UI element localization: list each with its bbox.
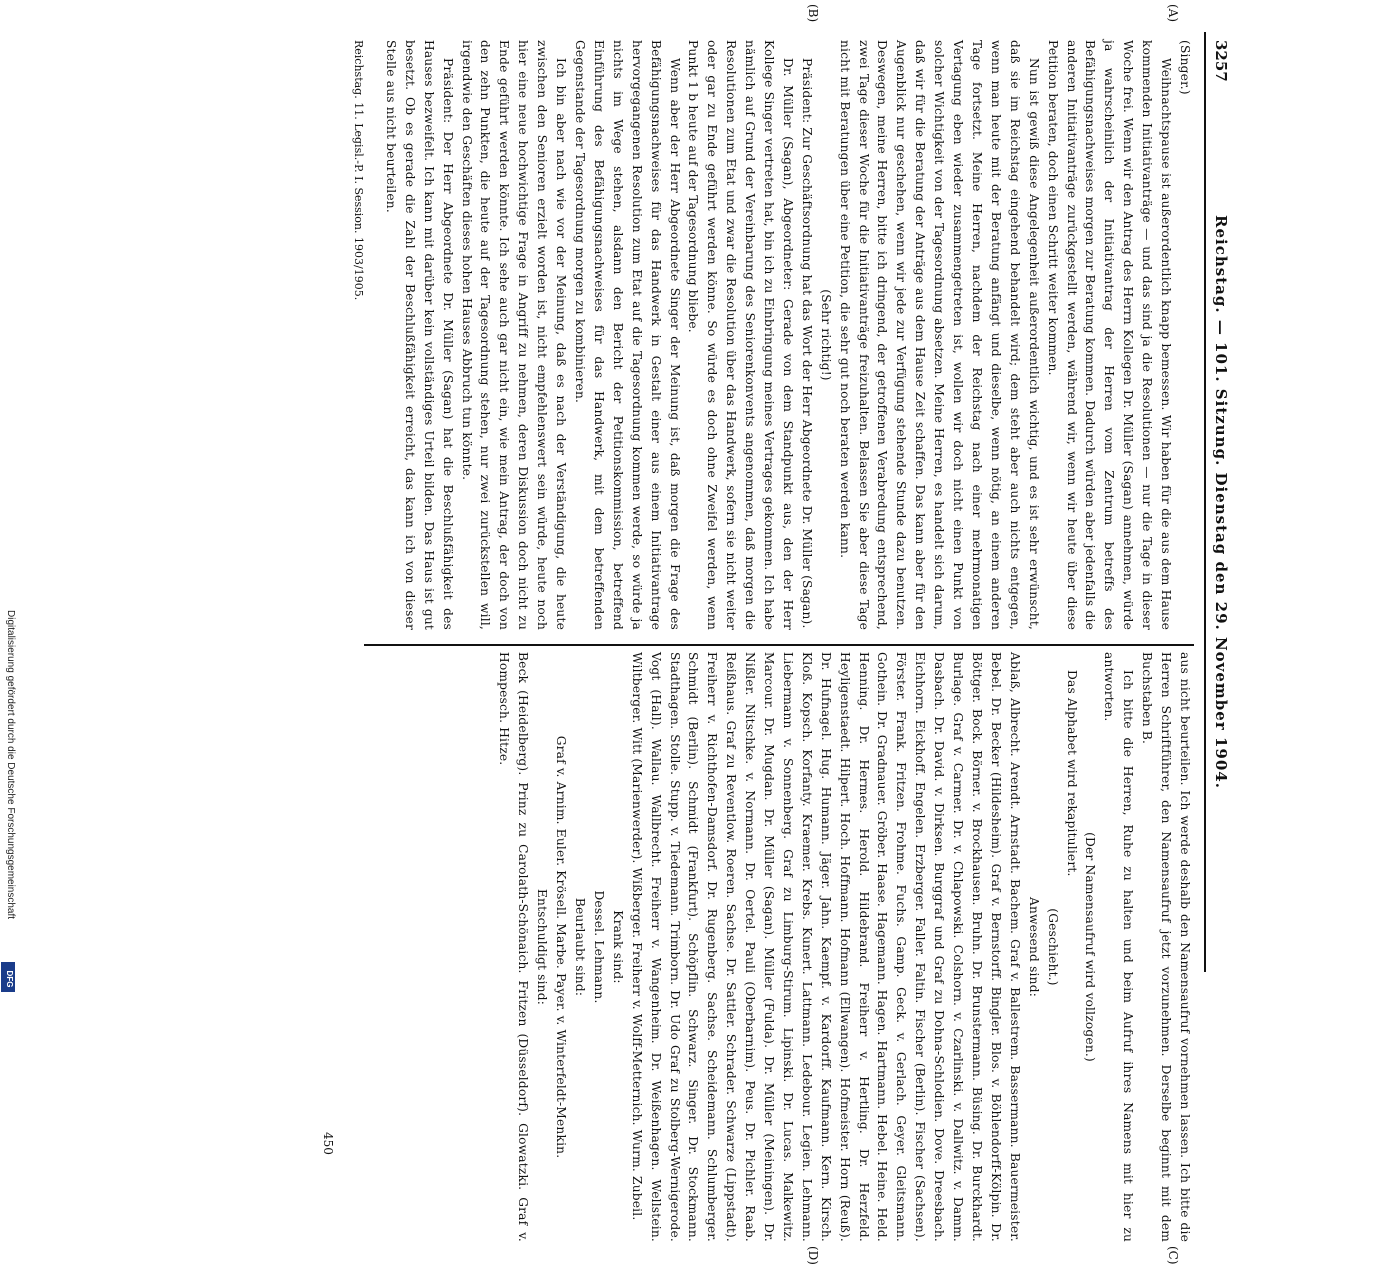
digitisation-note-text: Digitalisierung gefördert durch die Deutsche Forschungsgemeinschaft <box>5 610 16 920</box>
left-column <box>381 40 1194 630</box>
digitisation-note <box>2 610 18 1000</box>
paragraph: Weihnachtspause ist außerordentlich knapp bemessen. Wir haben für die aus dem Hause kommenden Initiativanträge — und das sind ja die Resolutionen — nur die Tage in dieser Woche frei. Wenn wir den Antrag des Herrn Kollegen Dr. Müller (Sagan) annehmen, würde ja wahrscheinlich der Initiativantrag der Herren vom Zentrum betreffs des Befähigungsnachweises morgen zur Beratung kommen. Dadurch würden aber jedenfalls die anderen Initiativanträge zurückgestellt werden, während wir, wenn wir heute über diese Petition beraten, doch einen Schritt weiter kommen. <box>1045 40 1174 630</box>
name-list-excused: Beck (Heidelberg). Prinz zu Carolath-Schönaich. Fritzen (Düsseldorf). Glowatzki. Graf v. Hompesch. Hitze. <box>497 652 531 1242</box>
margin-letter-a: (A) <box>1166 4 1180 23</box>
paragraph: Dr. Müller (Sagan), Abgeordneter: Gerade von dem Standpunkt aus, den der Herr Kollege Singer vertreten hat, bin ich zu Einbringung meines Vertrages gekommen. Ich habe nämlich auf Grund der Vereinbarung des Seniorenkonvents angenommen, daß morgen die Resolutionen zum Etat und zwar die Resolution über das Handwerk, sofern sie nicht weiter oder gar zu Ende geführt werden könne. So würde es doch ohne Zweifel werden, wenn Punkt 1 b heute auf der Tagesordnung bliebe. <box>686 40 795 630</box>
paragraph: aus nicht beurteilen. Ich werde deshalb den Namensaufruf vornehmen lassen. Ich bitte die Herren Schriftführer, den Namensaufruf jetzt vorzunehmen. Derselbe beginnt mit dem Buchstaben B. <box>1140 652 1192 1242</box>
paragraph: Ich bin aber nach wie vor der Meinung, daß es nach der Verständigung, die heute zwischen den Senioren erzielt worden ist, nicht empfehlenswert sein würde, heute noch hier eine neue hochwichtige Frage in Angriff zu nehmen, deren Diskussion doch nicht zu Ende geführt werden könnte. Ich sehe auch gar nicht ein, wie mein Antrag, der doch von den zehn Punkten, die heute auf der Tagesordnung stehen, nur zwei zurückstellen will, irgendwie den Geschäften dieses hohen Hauses Abbruch tun könnte. <box>459 40 569 630</box>
name-list-sick: Dessel. Lehmann. <box>591 890 606 1004</box>
paragraph: Präsident: Der Herr Abgeordnete Dr. Müller (Sagan) hat die Beschlußfähigkeit des Hauses bezweifelt. Ich kann mit darüber kein vollständiges Urteil bilden. Das Haus ist gut besetzt. Ob es gerade die Zahl der Beschlußfähigkeit erreicht, das kann ich von dieser Stelle aus nicht beurteilen. <box>383 40 455 630</box>
interjection: (Sehr richtig!) <box>818 289 833 381</box>
margin-letter-c: (C) <box>1166 1246 1180 1265</box>
paragraph: Das Alphabet wird rekapituliert. <box>1064 670 1079 877</box>
interjection: (Der Namensaufruf wird vollzogen.) <box>1083 832 1098 1062</box>
list-heading-present: Anwesend sind: <box>1026 897 1041 997</box>
interjection: (Geschieht.) <box>1045 908 1060 986</box>
column-divider <box>364 644 1194 646</box>
right-column <box>494 652 1194 1242</box>
list-heading-sick: Krank sind: <box>610 910 625 984</box>
page-number: 3257 <box>1212 40 1230 82</box>
margin-letter-b: (B) <box>806 4 820 23</box>
paragraph: Nun ist gewiß diese Angelegenheit außerordentlich wichtig, und es ist sehr erwünscht, daß sie im Reichstag eingehend behandelt wird; dem steht aber auch nichts entgegen, wenn man heute mit der Beratung anfängt und dieselbe, wenn nötig, an einem anderen Tage fortsetzt. Meine Herren, nachdem der Reichstag nach einer mehrmonatigen Vertagung eben wieder zusammengetreten ist, wollen wir doch nicht einen Punkt von solcher Wichtigkeit von der Tagesordnung absetzen. Meine Herren, es handelt sich darum, daß wir für die Beratung der Anträge aus dem Hause Zeit schaffen. Das kann aber für den Augenblick nur geschehen, wenn wir jede zur Verfügung stehende Stunde dazu benutzen. Deswegen, meine Herren, bitte ich dringend, der getroffenen Verabredung entsprechend, zwei Tage dieser Woche für die Initiativanträge freizuhalten. Belassen Sie aber diese Tage nicht mit Beratungen über eine Petition, die sehr gut noch beraten werden kann. <box>837 40 1041 630</box>
dfg-logo-text: DFG <box>5 970 14 988</box>
margin-letter-d: (D) <box>806 1246 820 1265</box>
page-title: Reichstag. — 101. Sitzung. Dienstag den 29. November 1904. <box>1212 215 1230 789</box>
speaker-tag: (Singer.) <box>1178 40 1192 95</box>
paragraph: Wenn aber der Herr Abgeordnete Singer der Meinung ist, daß morgen die Frage des Befähigungsnachweises für das Handwerk in Gestalt einer aus einem Initiativantrage hervorgegangenen Resolution zum Etat auf die Tagesordnung kommen werde, so würde ja nichts im Wege stehen, alsdann den Bericht der Petitionskommission, betreffend Einführung des Befähigungsnachweises für das Handwerk, mit dem betreffenden Gegenstande der Tagesordnung morgen zu kombinieren. <box>573 40 682 630</box>
paragraph: Ich bitte die Herren, Ruhe zu halten und beim Aufruf ihres Namens mit hier zu antworten. <box>1102 652 1136 1242</box>
page-header <box>1204 32 1240 972</box>
paragraph: Präsident: Zur Geschäftsordnung hat das Wort der Herr Abgeordnete Dr. Müller (Sagan). <box>799 58 814 629</box>
footer-session: Reichstag. 11. Legisl.-P. I. Session. 1903/1905. <box>352 40 365 301</box>
name-list-on-leave: Graf v. Arnim. Euler. Krösell. Marbe. Payer. v. Winterfeldt-Menkin. <box>554 735 569 1159</box>
list-heading-on-leave: Beurlaubt sind: <box>573 897 587 997</box>
footer-sheet-number: 450 <box>321 1132 335 1155</box>
list-heading-excused: Entschuldigt sind: <box>535 888 550 1006</box>
name-list-present: Ablaß, Albrecht. Arendt. Arnstadt. Bachem. Graf v. Ballestrem. Bassermann. Bauermeister. Bebel. Dr. Becker (Hildesheim). Graf v. Bernstorff. Bingler. Blos. v. Böhlendorff-Kölpin. Dr. Böttger. Bock. Börner. v. Brockhausen. Bruhn. Dr. Brunstermann. Büsing. Dr. Burckhardt. Burlage. Graf v. Carmer. Dr. v. Chlapowski. Colshorn. v. Czarlinski. v. Dallwitz. v. Damm. Dasbach. Dr. David. v. Dirksen. Burggraf und Graf zu Dohna-Schlodien. Dove. Dreesbach. Eichhorn. Eickhoff. Engelen. Erzberger. Faller. Faltin. Fischer (Berlin). Fischer (Sachsen). Förster. Frank. Fritzen. Frohme. Fuchs. Gamp. Geck. v. Gerlach. Geyer. Gleitsmann. Gothein. Dr. Gradnauer. Gröber. Haase. Hagemann. Hagen. Hartmann. Hebel. Heine. Held. Henning. Dr. Hermes. Herold. Hildebrand. Freiherr v. Hertling. Dr. Herzfeld. Heyligenstaedt. Hilpert. Hoch. Hoffmann. Hofmann (Ellwangen). Hofmeister. Horn (Reuß). Dr. Hufnagel. Hug. Humann. Jäger. Jahn. Kaempf. v. Kardorff. Kaufmann. Kern. Kirsch. Kloß. Kopsch. Korfanty. Kraemer. Krebs. Kunert. Lattmann. Ledebour. Legien. Lehmann. Liebermann v. Sonnenberg. Graf zu Limburg-Stirum. Lipinski. Dr. Lucas. Malkewitz. Marcour. Dr. Mugdan. Dr. Müller (Sagan). Müller (Fulda). Dr. Müller (Meiningen). Dr. Nißler. Nitschke. v. Normann. Dr. Oertel. Pauli (Oberbarnim). Peus. Dr. Pichler. Raab. Reißhaus. Graf zu Reventlow. Roeren. Sachse. Dr. Sattler. Schrader. Schwarze (Lippstadt). Freiherr v. Richthofen-Damsdorf. Dr. Rugenberg. Sachse. Scheidemann. Schlumberger. Schmidt (Berlin). Schmidt (Frankfurt). Schöpflin. Schwarz. Singer. Dr. Stockmann. Stadthagen. Stolle. Stupp. v. Tiedemann. Trimborn. Dr. Udo Graf zu Stolberg-Wernigerode. Vogt (Hall). Wallau. Wallbrecht. Freiherr v. Wangenheim. Dr. Weißenhagen. Wellstein. Wiltberger. Witt (Marienwerder). Wißberger. Freiherr v. Wolff-Metternich. Wurm. Zubeil. <box>629 652 1022 1242</box>
dfg-logo-icon <box>1 962 15 992</box>
